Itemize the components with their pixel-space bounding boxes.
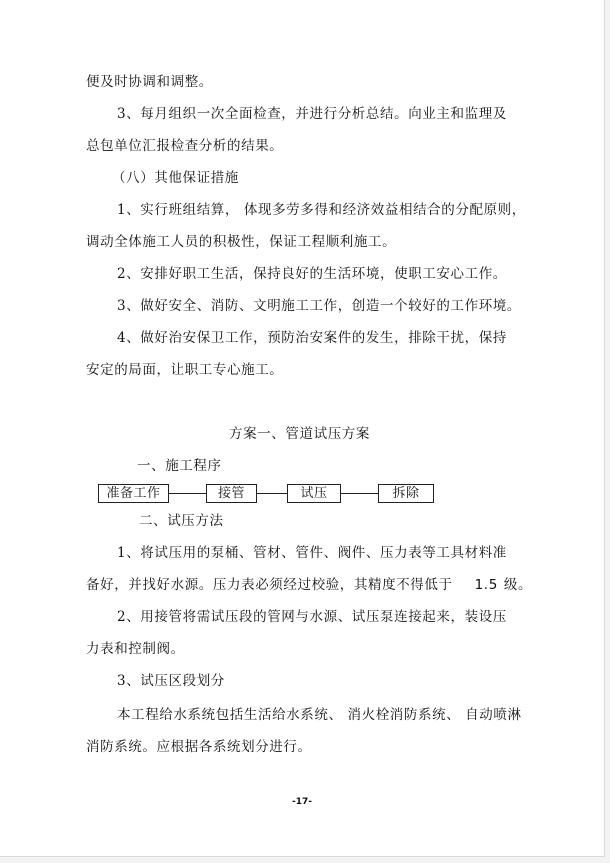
list-item-2: 2、安排好职工生活，保持良好的生活环境，使职工安心工作。 <box>117 266 507 282</box>
list-item-3: 3、每月组织一次全面检查，并进行分析总结。向业主和监理及 <box>117 106 507 122</box>
subheading-test-method: 二、试压方法 <box>139 513 224 529</box>
list-item-4: 4、做好治安保卫工作，预防治安案件的发生，排除干扰，保持 <box>117 330 507 346</box>
text-segment: 级。 <box>503 577 533 593</box>
flow-connector <box>341 493 378 494</box>
text-segment: 备好，并找好水源。压力表必须经过校验，其精度不得低于 <box>86 577 453 593</box>
list-item-2: 2、用接管将需试压段的管网与水源、试压泵连接起来，装设压 <box>117 609 507 625</box>
flow-step-prepare: 准备工作 <box>98 484 169 503</box>
list-item-3: 3、做好安全、消防、文明施工工作，创造一个较好的工作环境。 <box>117 298 521 314</box>
paragraph-line: 安定的局面，让职工专心施工。 <box>86 362 284 378</box>
accuracy-grade-value: 1.5 <box>474 577 498 593</box>
flow-step-pressure-test: 试压 <box>287 484 341 503</box>
list-item-1: 1、实行班组结算， 体现多劳多得和经济效益相结合的分配原则， <box>117 202 526 218</box>
page-number: -17- <box>292 797 312 807</box>
paragraph-line: 调动全体施工人员的积极性，保证工程顺利施工。 <box>86 234 397 250</box>
flow-connector <box>169 493 206 494</box>
list-item-1: 1、将试压用的泵桶、管材、管件、阀件、压力表等工具材料准 <box>117 545 507 561</box>
paragraph-line: 本工程给水系统包括生活给水系统、 消火栓消防系统、 自动喷淋 <box>117 707 522 723</box>
flow-step-connect-pipe: 接管 <box>206 484 257 503</box>
paragraph-line <box>86 575 532 595</box>
paragraph-line: 便及时协调和调整。 <box>86 74 213 90</box>
paragraph-line: 总包单位汇报检查分析的结果。 <box>86 138 284 154</box>
paragraph-line: 消防系统。应根据各系统划分进行。 <box>86 739 312 755</box>
section-heading-8: （八）其他保证措施 <box>112 170 239 186</box>
subheading-construction-procedure: 一、施工程序 <box>137 458 222 474</box>
list-item-3: 3、试压区段划分 <box>117 673 225 689</box>
plan-title: 方案一、管道试压方案 <box>229 426 370 442</box>
paragraph-line: 力表和控制阀。 <box>86 641 185 657</box>
flow-step-dismantle: 拆除 <box>378 484 434 503</box>
flow-connector <box>257 493 287 494</box>
